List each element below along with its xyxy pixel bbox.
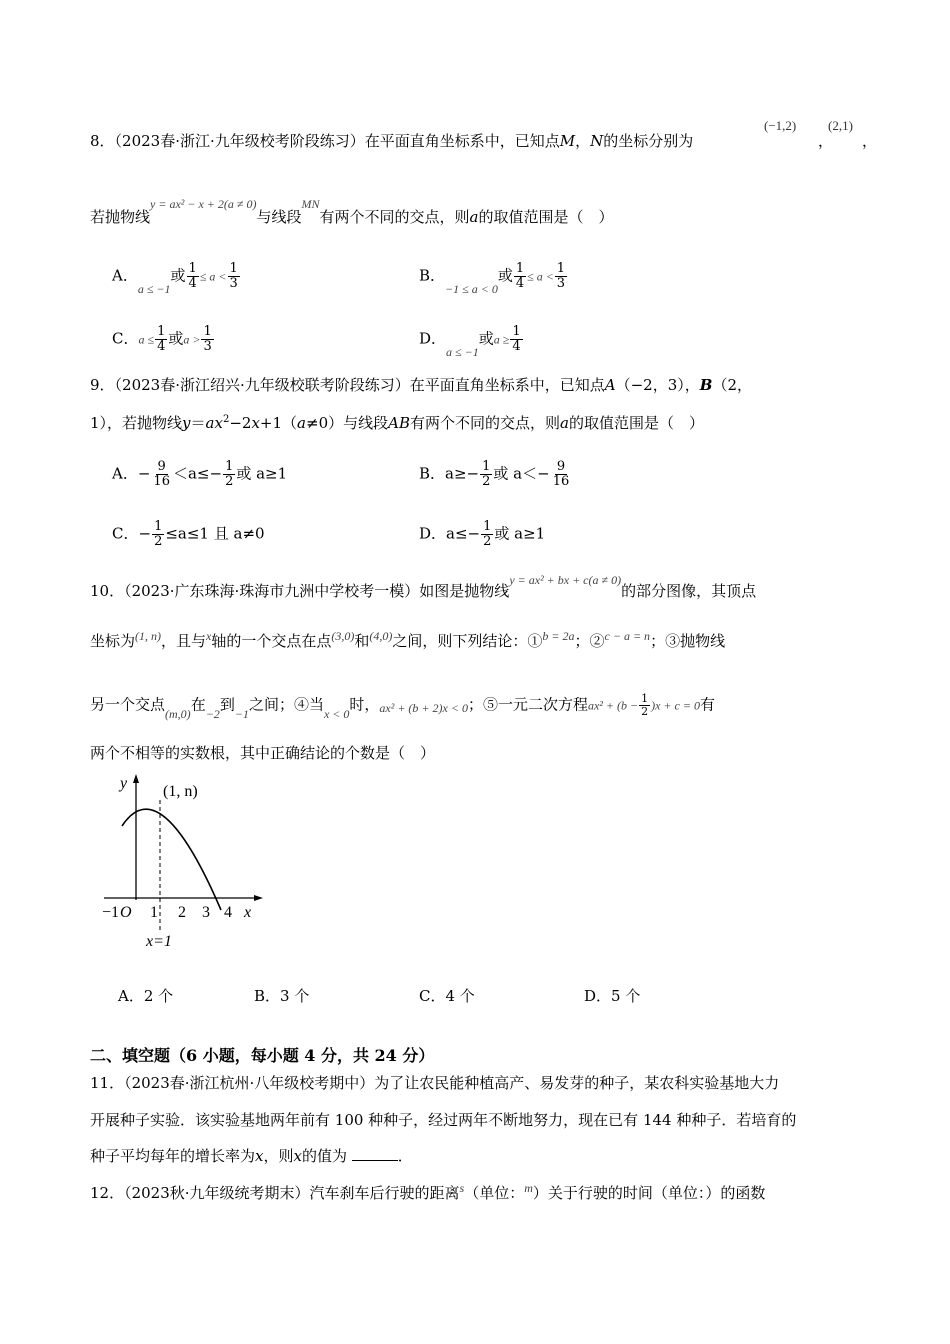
parabola-graph (96, 770, 276, 955)
parabola-curve (122, 809, 221, 910)
vertex-label: (1, n) (163, 783, 198, 800)
y-axis-arrow (133, 774, 139, 783)
q11-line3: 种子平均每年的增长率为x，则x的值为 ． (90, 1147, 413, 1165)
q9-option-c[interactable]: C．− $\frac{1}{2}$ ≤a≤1 且 a≠0 (112, 519, 265, 549)
q8-line2: 若抛物线$^{y = ax^2 - x + 2(a \ne 0)}$与线段$^{MN}$有两个不同的交点，则a的取值范围是（ ） (90, 197, 614, 226)
q8-option-a[interactable]: A．$_{a \le -1}$或 $\frac{1}{4}$ ≤ a < $\frac{1}{3}$ (112, 261, 238, 296)
x-axis-arrow (254, 895, 263, 901)
q8-option-c[interactable]: C．a ≤ $\frac{1}{4}$ 或a > $\frac{1}{3}$ (112, 324, 212, 354)
origin-label: O (120, 904, 132, 921)
q11-line1: 11．（2023春·浙江杭州·八年级校考期中）为了让农民能种植高产、易发芽的种子，某农科实验基地大力 (90, 1074, 780, 1092)
tick-neg1: −1 (102, 904, 120, 921)
y-axis-label: y (120, 775, 128, 792)
q10-line3: 另一个交点$_{(m,0)}$在$_{-2}$到$_{-1}$之间；④当$_{x < 0}$时，ax² + (b + 2)x < 0；⑤一元二次方程ax² + (b − $\frac{1}{2}$ )x + c = 0有 (90, 692, 715, 721)
q10-line2: 坐标为$^{(1, n)}$，且与$^x$轴的一个交点在点$^{(3,0)}$和$^{(4,0)}$之间，则下列结论：①$^{b = 2a}$；②$^{c - a = n}$；③抛物线 (90, 629, 726, 650)
q9-line2: 1），若抛物线$y=ax^2-2x+1(a\ne 0)$与线段AB有两个不同的交点，则a的取值范围是（ ） (90, 414, 704, 432)
q8-option-b[interactable]: B．$_{-1 \le a < 0}$或 $\frac{1}{4}$ ≤ a < $\frac{1}{3}$ (419, 261, 566, 296)
symmetry-axis-label: x=1 (146, 933, 172, 950)
q9-option-d[interactable]: D．a≤− $\frac{1}{2}$ 或 a≥1 (419, 519, 546, 549)
q8-coord-n: (2,1) (828, 118, 853, 133)
q10-line1: 10．（2023·广东珠海·珠海市九洲中学校考一模）如图是抛物线$^{y = ax^2 + bx + c(a \ne 0)}$的部分图像，其顶点 (90, 573, 757, 600)
q9-option-a[interactable]: A．− $\frac{9}{16}$ ＜a≤− $\frac{1}{2}$ 或 a≥1 (112, 459, 288, 489)
q8-option-d[interactable]: D．$_{a \le -1}$或a ≥ $\frac{1}{4}$ (419, 324, 521, 359)
q8-sep1: ， (818, 132, 834, 150)
q9-option-b[interactable]: B．a≥− $\frac{1}{2}$ 或 a＜− $\frac{9}{16}$ (419, 459, 570, 489)
x-axis-label: x (244, 904, 252, 921)
tick-1: 1 (150, 904, 158, 921)
q10-option-a[interactable]: A．2 个 (118, 987, 174, 1005)
q10-option-b[interactable]: B．3 个 (254, 987, 310, 1005)
q9-line1: 9．（2023春·浙江绍兴·九年级校联考阶段练习）在平面直角坐标系中，已知点A（−2，3），B（2， (90, 376, 752, 394)
q12-line1: 12．（2023秋·九年级统考期末）汽车刹车后行驶的距离$^s$（单位：$^m$）关于行驶的时间（单位：）的函数 (90, 1181, 766, 1202)
answer-blank[interactable] (352, 1146, 398, 1161)
section-heading: 二、填空题（6 小题，每小题 4 分，共 24 分） (90, 1046, 435, 1065)
q8-sep2: ， (862, 132, 878, 150)
tick-3: 3 (202, 904, 210, 921)
q8-line1: 8．（2023春·浙江·九年级校考阶段练习）在平面直角坐标系中，已知点M，N的坐标分别为 (90, 132, 694, 150)
q10-line4: 两个不相等的实数根，其中正确结论的个数是（ ） (90, 744, 436, 762)
tick-2: 2 (178, 904, 186, 921)
q11-line2: 开展种子实验．该实验基地两年前有 100 种种子，经过两年不断地努力，现在已有 144 种种子．若培育的 (90, 1111, 797, 1129)
q8-coord-m: (−1,2) (764, 118, 797, 133)
q10-option-d[interactable]: D．5 个 (584, 987, 641, 1005)
tick-4: 4 (224, 904, 232, 921)
q10-option-c[interactable]: C．4 个 (419, 987, 475, 1005)
